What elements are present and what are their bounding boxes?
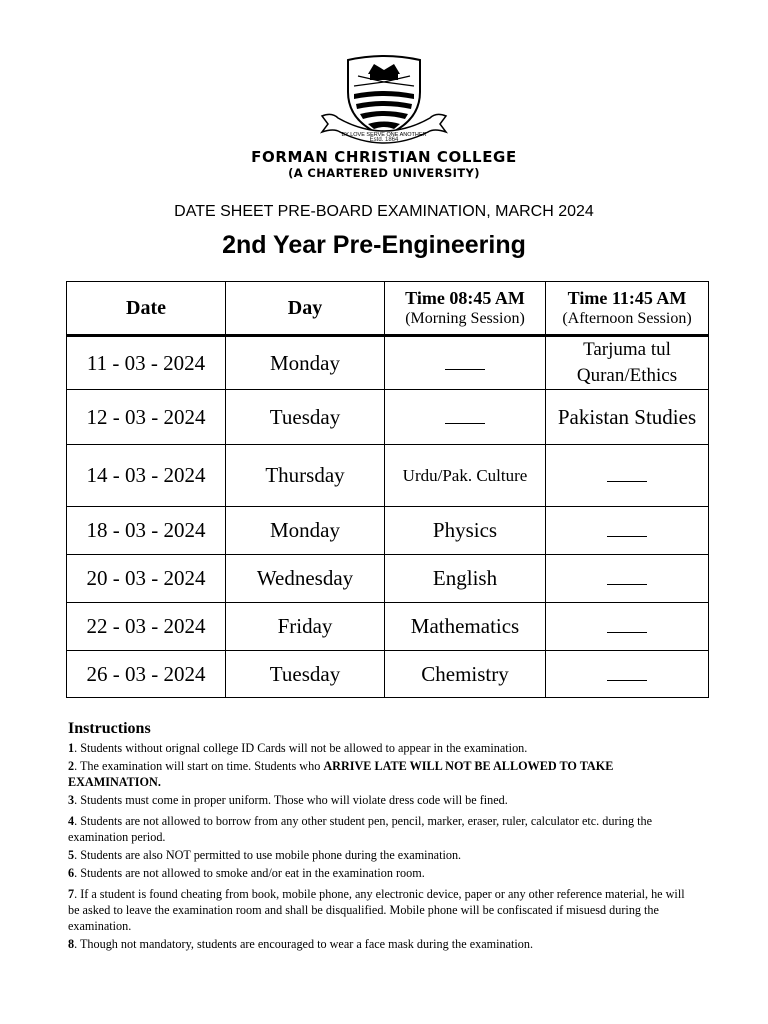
cell-day [226, 555, 385, 603]
instruction-text: . Students without orignal college ID Cards will not be allowed to appear in the examination. [74, 741, 528, 755]
cell-date-text: 18 - 03 - 2024 [86, 518, 206, 542]
instruction-item [68, 936, 690, 952]
cell-afternoon [546, 555, 709, 603]
cell-day [226, 651, 385, 698]
table-header-row [67, 282, 709, 336]
cell-date-text: 12 - 03 - 2024 [86, 404, 206, 429]
cell-morning-text: Urdu/Pak. Culture [402, 465, 528, 485]
cell-afternoon [546, 651, 709, 698]
cell-day-text: Thursday [265, 463, 345, 487]
cell-date [67, 651, 226, 698]
cell-morning [385, 555, 546, 603]
table-row [67, 445, 709, 507]
table-row [67, 390, 709, 445]
cell-day-text: Tuesday [269, 404, 341, 429]
cell-morning-text: Chemistry [421, 661, 509, 686]
afternoon-time: Time 11:45 AM [567, 288, 687, 308]
cell-day-text: Friday [277, 614, 333, 638]
cell-day-text: Tuesday [269, 661, 341, 686]
cell-morning [385, 603, 546, 651]
cell-date [67, 555, 226, 603]
no-exam-dash [607, 473, 647, 482]
cell-afternoon-text: Tarjuma tul Quran/Ethics [576, 339, 678, 386]
established-year: Estd. 1864 [369, 137, 399, 143]
instruction-text: . Students must come in proper uniform. Those who will violate dress code will be fined. [74, 793, 508, 807]
instruction-number: 3 [68, 793, 75, 807]
instruction-text: . If a student is found cheating from book, mobile phone, any electronic device, paper or any other reference material, he will be asked to leave the examination room and shall be disqualified. Mobile phone will be confiscated if misuesd during the examination. [68, 887, 685, 933]
table-row [67, 555, 709, 603]
instruction-number: 4 [68, 814, 75, 828]
cell-day-text: Wednesday [256, 566, 354, 590]
instruction-text: . Students are not allowed to smoke and/or eat in the examination room. [74, 866, 425, 880]
cell-day-text: Monday [270, 518, 340, 542]
college-name: FORMAN CHRISTIAN COLLEGE [251, 148, 517, 166]
instruction-item [68, 847, 690, 863]
instruction-text: . The examination will start on time. Students who [74, 759, 324, 773]
college-seal-logo [318, 52, 450, 148]
cell-afternoon [546, 507, 709, 555]
table-row [67, 336, 709, 390]
instruction-emphasis: ARRIVE LATE WILL NOT BE ALLOWED TO TAKE EXAMINATION. [68, 759, 614, 789]
cell-afternoon [546, 445, 709, 507]
header-day: Day [226, 282, 385, 336]
cell-date [67, 445, 226, 507]
table-row [67, 651, 709, 698]
header-afternoon [546, 282, 709, 336]
cell-morning [385, 336, 546, 390]
instruction-number: 1 [68, 741, 75, 755]
cell-date-text: 26 - 03 - 2024 [86, 661, 206, 686]
instruction-text: . Though not mandatory, students are encouraged to wear a face mask during the examination. [74, 937, 534, 951]
instruction-item [68, 865, 690, 881]
instruction-item [68, 886, 690, 934]
instruction-item [68, 740, 690, 756]
cell-date-text: 20 - 03 - 2024 [86, 566, 206, 590]
program-title: 2nd Year Pre-Engineering [222, 231, 526, 259]
instructions-list [68, 740, 690, 952]
cell-date [67, 390, 226, 445]
cell-morning [385, 507, 546, 555]
no-exam-dash [607, 576, 647, 585]
morning-session: (Morning Session) [405, 310, 525, 327]
instruction-number: 6 [68, 866, 75, 880]
cell-date [67, 336, 226, 390]
seal-motto: BY LOVE SERVE ONE ANOTHER [341, 132, 427, 138]
cell-day [226, 603, 385, 651]
instructions-section [68, 721, 690, 954]
instruction-item [68, 813, 690, 845]
instruction-item [68, 792, 690, 808]
cell-morning-text: Physics [432, 518, 498, 542]
no-exam-dash [445, 361, 485, 370]
cell-afternoon [546, 603, 709, 651]
header-date: Date [67, 282, 226, 336]
instruction-text: . Students are not allowed to borrow from any other student pen, pencil, marker, eraser, ruler, calculator etc. during the examination period. [68, 814, 653, 844]
table-row [67, 507, 709, 555]
cell-date-text: 14 - 03 - 2024 [86, 463, 206, 487]
exam-title: DATE SHEET PRE-BOARD EXAMINATION, MARCH 2024 [174, 203, 594, 220]
instruction-number: 8 [68, 937, 75, 951]
college-subtitle: (A CHARTERED UNIVERSITY) [288, 166, 480, 180]
cell-afternoon [546, 336, 709, 390]
no-exam-dash [445, 415, 485, 424]
morning-time: Time 08:45 AM [405, 288, 525, 308]
no-exam-dash [607, 672, 647, 681]
no-exam-dash [607, 528, 647, 537]
cell-day [226, 390, 385, 445]
instructions-title: Instructions [68, 720, 151, 737]
afternoon-session: (Afternoon Session) [562, 310, 692, 327]
no-exam-dash [607, 624, 647, 633]
table-row [67, 603, 709, 651]
header-morning [385, 282, 546, 336]
cell-date [67, 507, 226, 555]
cell-day [226, 445, 385, 507]
cell-date [67, 603, 226, 651]
cell-morning [385, 651, 546, 698]
cell-afternoon-text: Pakistan Studies [557, 404, 697, 429]
instruction-number: 7 [68, 887, 75, 901]
cell-date-text: 22 - 03 - 2024 [86, 614, 206, 638]
instruction-text: . Students are also NOT permitted to use mobile phone during the examination. [74, 848, 462, 862]
instruction-number: 2 [68, 759, 75, 773]
cell-day [226, 507, 385, 555]
cell-date-text: 11 - 03 - 2024 [86, 350, 206, 375]
cell-morning-text: Mathematics [410, 614, 520, 638]
date-sheet-table [66, 281, 709, 698]
cell-morning [385, 445, 546, 507]
cell-day-text: Monday [270, 350, 340, 375]
cell-afternoon [546, 390, 709, 445]
cell-morning [385, 390, 546, 445]
cell-day [226, 336, 385, 390]
cell-morning-text: English [432, 566, 498, 590]
instruction-item [68, 758, 690, 790]
instruction-number: 5 [68, 848, 75, 862]
